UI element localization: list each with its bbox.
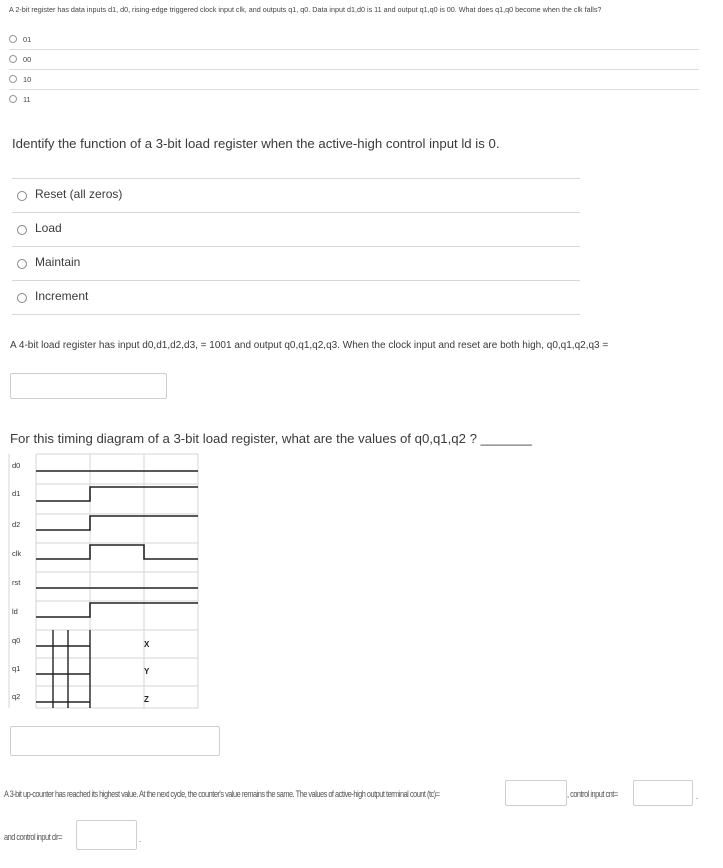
signal-label-q1: q1 bbox=[12, 664, 21, 673]
signal-label-q2: q2 bbox=[12, 692, 21, 701]
q1-option-10[interactable] bbox=[9, 70, 699, 90]
q2-option-label: Reset (all zeros) bbox=[35, 187, 123, 201]
radio-button[interactable] bbox=[17, 259, 27, 269]
marker-x: X bbox=[144, 640, 150, 649]
signal-label-q0: q0 bbox=[12, 636, 21, 645]
radio-button[interactable] bbox=[17, 225, 27, 235]
q1-option-00[interactable] bbox=[9, 50, 699, 70]
cnt-value-input[interactable] bbox=[633, 780, 693, 806]
question-1-options bbox=[9, 30, 699, 109]
q4-answer-input[interactable] bbox=[10, 726, 220, 756]
signal-label-d0: d0 bbox=[12, 461, 21, 470]
radio-button[interactable] bbox=[9, 95, 17, 103]
marker-z: Z bbox=[144, 695, 149, 704]
timing-waveforms bbox=[8, 453, 200, 711]
radio-button[interactable] bbox=[9, 75, 17, 83]
waveform-ld bbox=[36, 603, 198, 617]
signal-label-d1: d1 bbox=[12, 489, 21, 498]
q2-option-label: Maintain bbox=[35, 255, 81, 269]
signal-label-d2: d2 bbox=[12, 520, 21, 529]
waveform-d2 bbox=[36, 516, 198, 530]
radio-button[interactable] bbox=[9, 35, 17, 43]
q2-option-reset[interactable] bbox=[12, 179, 580, 213]
q5-cnt-label: , control input cnt= bbox=[567, 789, 618, 799]
question-3-text: A 4-bit load register has input d0,d1,d2,d3, = 1001 and output q0,q1,q2,q3. When the clock input and reset are both high, q0,q1,q2,q3 = bbox=[10, 340, 609, 351]
q2-option-load[interactable] bbox=[12, 213, 580, 247]
clr-value-input[interactable] bbox=[76, 820, 137, 850]
waveform-clk bbox=[36, 545, 198, 559]
signal-label-ld: ld bbox=[12, 607, 18, 616]
question-1-text: A 2-bit register has data inputs d1, d0, rising-edge triggered clock input clk, and outputs q1, q0. Data input d1,d0 is 11 and output q1,q0 is 00. What does q1,q0 become when the clk falls? bbox=[9, 5, 602, 14]
q5-period-1: . bbox=[696, 791, 698, 801]
question-4-text: For this timing diagram of a 3-bit load register, what are the values of q0,q1,q2 ? _______ bbox=[10, 431, 532, 446]
radio-button[interactable] bbox=[17, 191, 27, 201]
q2-option-label: Load bbox=[35, 221, 62, 235]
q3-answer-input[interactable] bbox=[10, 373, 167, 399]
q1-option-label: 10 bbox=[23, 75, 32, 84]
q1-option-label: 11 bbox=[23, 95, 31, 104]
timing-diagram bbox=[8, 453, 200, 711]
question-5-text: A 3-bit up-counter has reached its highest value. At the next cycle, the counter's value remains the same. The values of active-high output terminal count (tc)= bbox=[4, 789, 440, 799]
radio-button[interactable] bbox=[9, 55, 17, 63]
q1-option-label: 01 bbox=[23, 35, 32, 44]
q1-option-01[interactable] bbox=[9, 30, 699, 50]
q2-option-label: Increment bbox=[35, 289, 89, 303]
signal-label-clk: clk bbox=[12, 549, 22, 558]
q5-period-2: . bbox=[139, 834, 141, 844]
signal-label-rst: rst bbox=[12, 578, 21, 587]
marker-y: Y bbox=[144, 667, 150, 676]
q1-option-11[interactable] bbox=[9, 90, 699, 109]
question-2-options bbox=[12, 178, 580, 315]
radio-button[interactable] bbox=[17, 293, 27, 303]
q2-option-maintain[interactable] bbox=[12, 247, 580, 281]
q2-option-increment[interactable] bbox=[12, 281, 580, 315]
q5-clr-label: and control input clr= bbox=[4, 832, 62, 842]
q1-option-label: 00 bbox=[23, 55, 32, 64]
waveform-d1 bbox=[36, 487, 198, 501]
tc-value-input[interactable] bbox=[505, 780, 567, 806]
question-2-text: Identify the function of a 3-bit load register when the active-high control input ld is 0. bbox=[12, 136, 500, 151]
